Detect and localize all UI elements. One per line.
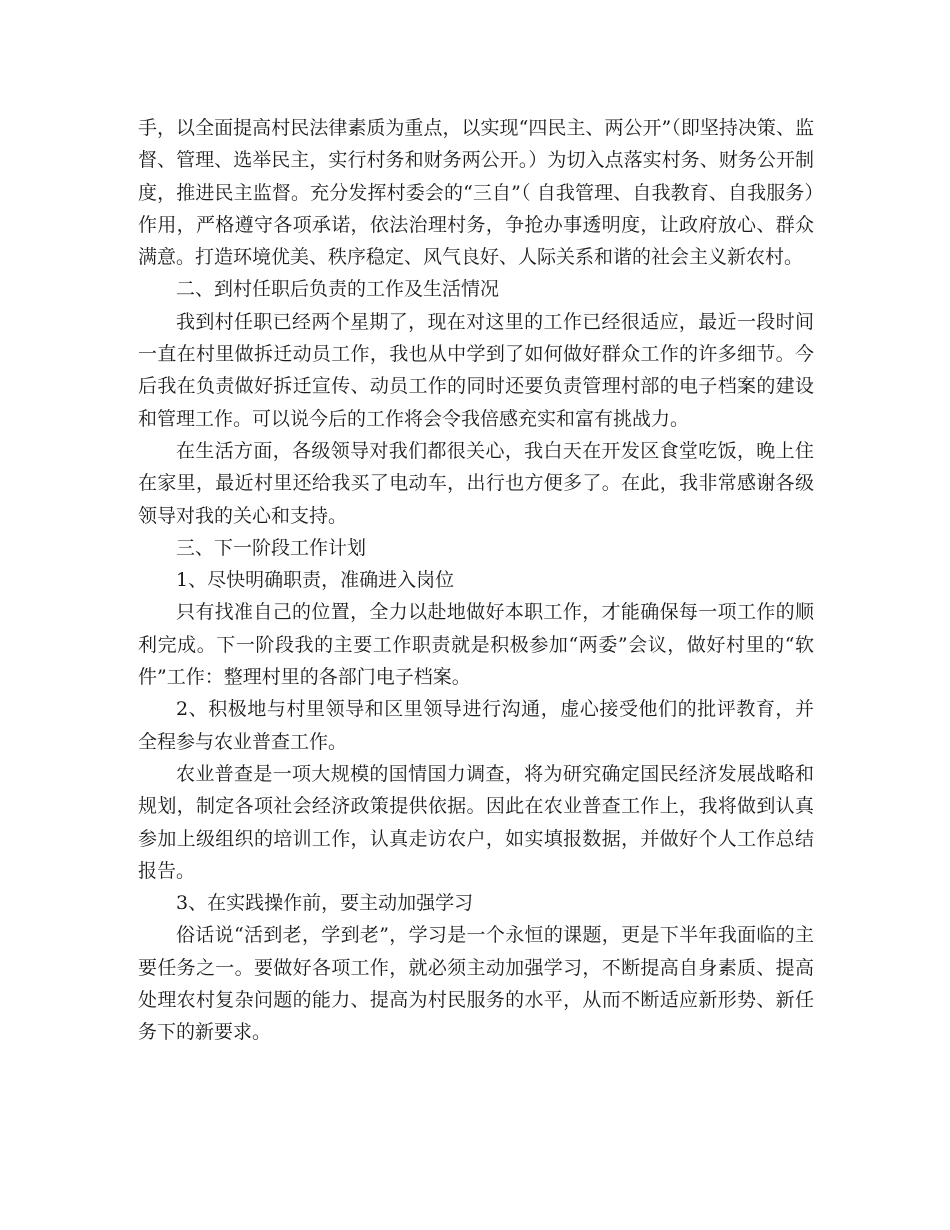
paragraph-continuation: 手，以全面提高村民法律素质为重点，以实现“四民主、两公开”（即坚持决策、监督、管理、选举民主，实行村务和财务两公开。）为切入点落实村务、财务公开制度，推进民主监督。充分发挥村委会的“三自”（ 自我管理、自我教育、自我服务）作用，严格遵守各项承诺，依法治理村务，争抢办事透明度，让政府放心、群众满意。打造环境优美、秩序稳定、风气良好、人际关系和谐的社会主义新农村。	[138, 117, 814, 269]
subheading-3: 3、在实践操作前，要主动加强学习	[176, 892, 474, 915]
paragraph: 俗话说“活到老，学到老”，学习是一个永恒的课题，更是下半年我面临的主要任务之一。要做好各项工作，就必须主动加强学习，不断提高自身素质、提高处理农村复杂问题的能力、提高为村民服务的水平，从而不断适应新形势、新任务下的新要求。	[138, 924, 814, 1044]
paragraph: 农业普查是一项大规模的国情国力调查，将为研究确定国民经济发展战略和规划，制定各项社会经济政策提供依据。因此在农业普查工作上，我将做到认真参加上级组织的培训工作，认真走访农户，如实填报数据，并做好个人工作总结报告。	[138, 762, 814, 882]
paragraph: 只有找准自己的位置，全力以赴地做好本职工作，才能确保每一项工作的顺利完成。下一阶段我的主要工作职责就是积极参加“两委”会议，做好村里的“软件”工作：整理村里的各部门电子档案。	[138, 601, 814, 689]
paragraph: 我到村任职已经两个星期了，现在对这里的工作已经很适应，最近一段时间一直在村里做拆迁动员工作，我也从中学到了如何做好群众工作的许多细节。今后我在负责做好拆迁宣传、动员工作的同时还要负责管理村部的电子档案的建设和管理工作。可以说今后的工作将会令我倍感充实和富有挑战力。	[138, 310, 814, 430]
paragraph: 在生活方面，各级领导对我们都很关心，我白天在开发区食堂吃饭，晚上住在家里，最近村里还给我买了电动车，出行也方便多了。在此，我非常感谢各级领导对我的关心和支持。	[138, 439, 814, 527]
section-heading-2: 二、到村任职后负责的工作及生活情况	[176, 278, 500, 301]
subheading-1: 1、尽快明确职责，准确进入岗位	[176, 569, 455, 592]
document-body	[138, 112, 814, 1049]
section-heading-3: 三、下一阶段工作计划	[176, 536, 367, 559]
subheading-2: 2、积极地与村里领导和区里领导进行沟通，虚心接受他们的批评教育，并全程参与农业普查工作。	[138, 698, 814, 753]
